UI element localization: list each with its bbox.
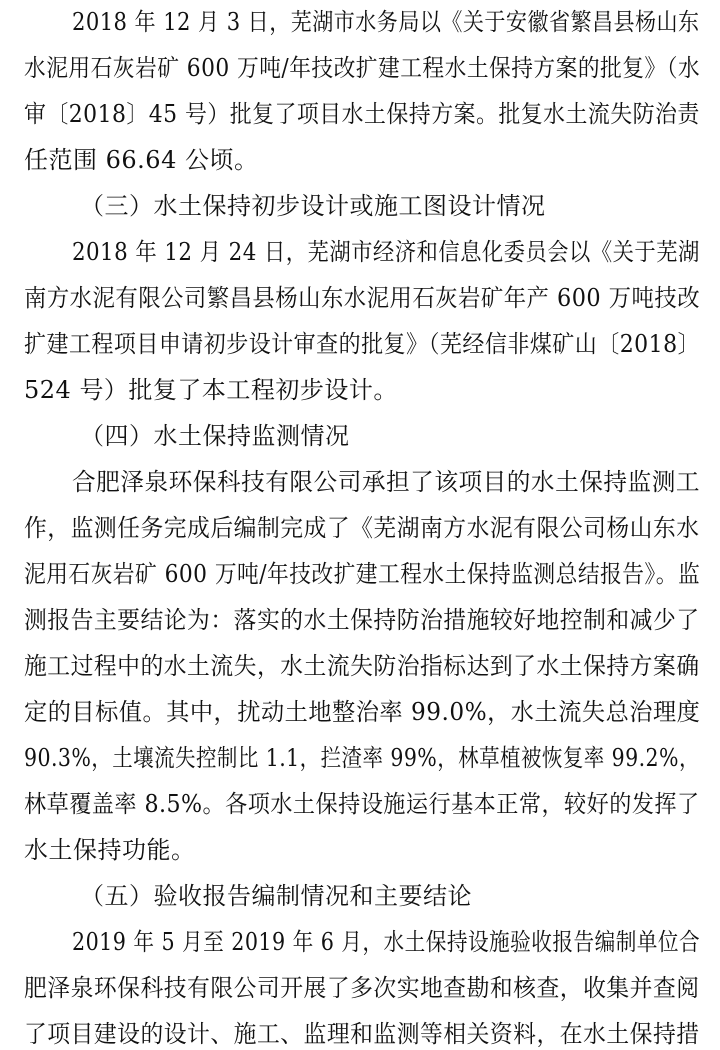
section-heading: （三）水土保持初步设计或施工图设计情况 (80, 192, 546, 220)
paragraph-line: 林草覆盖率 8.5%。各项水土保持设施运行基本正常，较好的发挥了 (24, 790, 700, 818)
paragraph-line: 合肥泽泉环保科技有限公司承担了该项目的水土保持监测工 (72, 468, 701, 496)
section-heading: （四）水土保持监测情况 (80, 422, 350, 450)
paragraph-line: 作，监测任务完成后编制完成了《芜湖南方水泥有限公司杨山东水 (24, 514, 700, 542)
paragraph-line: 南方水泥有限公司繁昌县杨山东水泥用石灰岩矿年产 600 万吨技改 (24, 284, 701, 312)
paragraph-line: 524 号）批复了本工程初步设计。 (24, 376, 398, 404)
paragraph-line: 2019 年 5 月至 2019 年 6 月，水土保持设施验收报告编制单位合 (72, 928, 701, 956)
paragraph-line: 90.3%，土壤流失控制比 1.1，拦渣率 99%，林草植被恢复率 99.2%， (24, 744, 700, 772)
paragraph-line: 了项目建设的设计、施工、监理和监测等相关资料，在水土保持措 (24, 1020, 700, 1048)
paragraph-line: 扩建工程项目申请初步设计审查的批复》（芜经信非煤矿山〔2018〕 (24, 330, 701, 358)
paragraph-line: 测报告主要结论为：落实的水土保持防治措施较好地控制和减少了 (24, 606, 700, 634)
paragraph-line: 泥用石灰岩矿 600 万吨/年技改扩建工程水土保持监测总结报告》。监 (24, 560, 701, 588)
paragraph-line: 水泥用石灰岩矿 600 万吨/年技改扩建工程水土保持方案的批复》（水 (24, 54, 701, 82)
paragraph-line: 2018 年 12 月 24 日，芜湖市经济和信息化委员会以《关于芜湖 (72, 238, 700, 266)
paragraph-line: 水土保持功能。 (24, 836, 196, 864)
paragraph-line: 任范围 66.64 公顷。 (24, 146, 259, 174)
paragraph-line: 2018 年 12 月 3 日，芜湖市水务局以《关于安徽省繁昌县杨山东 (72, 8, 700, 36)
paragraph-line: 肥泽泉环保科技有限公司开展了多次实地查勘和核查，收集并查阅 (24, 974, 700, 1002)
section-heading: （五）验收报告编制情况和主要结论 (80, 882, 472, 910)
paragraph-line: 施工过程中的水土流失，水土流失防治指标达到了水土保持方案确 (24, 652, 700, 680)
paragraph-line: 定的目标值。其中，扰动土地整治率 99.0%，水土流失总治理度 (24, 698, 701, 726)
paragraph-line: 审〔2018〕45 号）批复了项目水土保持方案。批复水土流失防治责 (24, 100, 700, 128)
